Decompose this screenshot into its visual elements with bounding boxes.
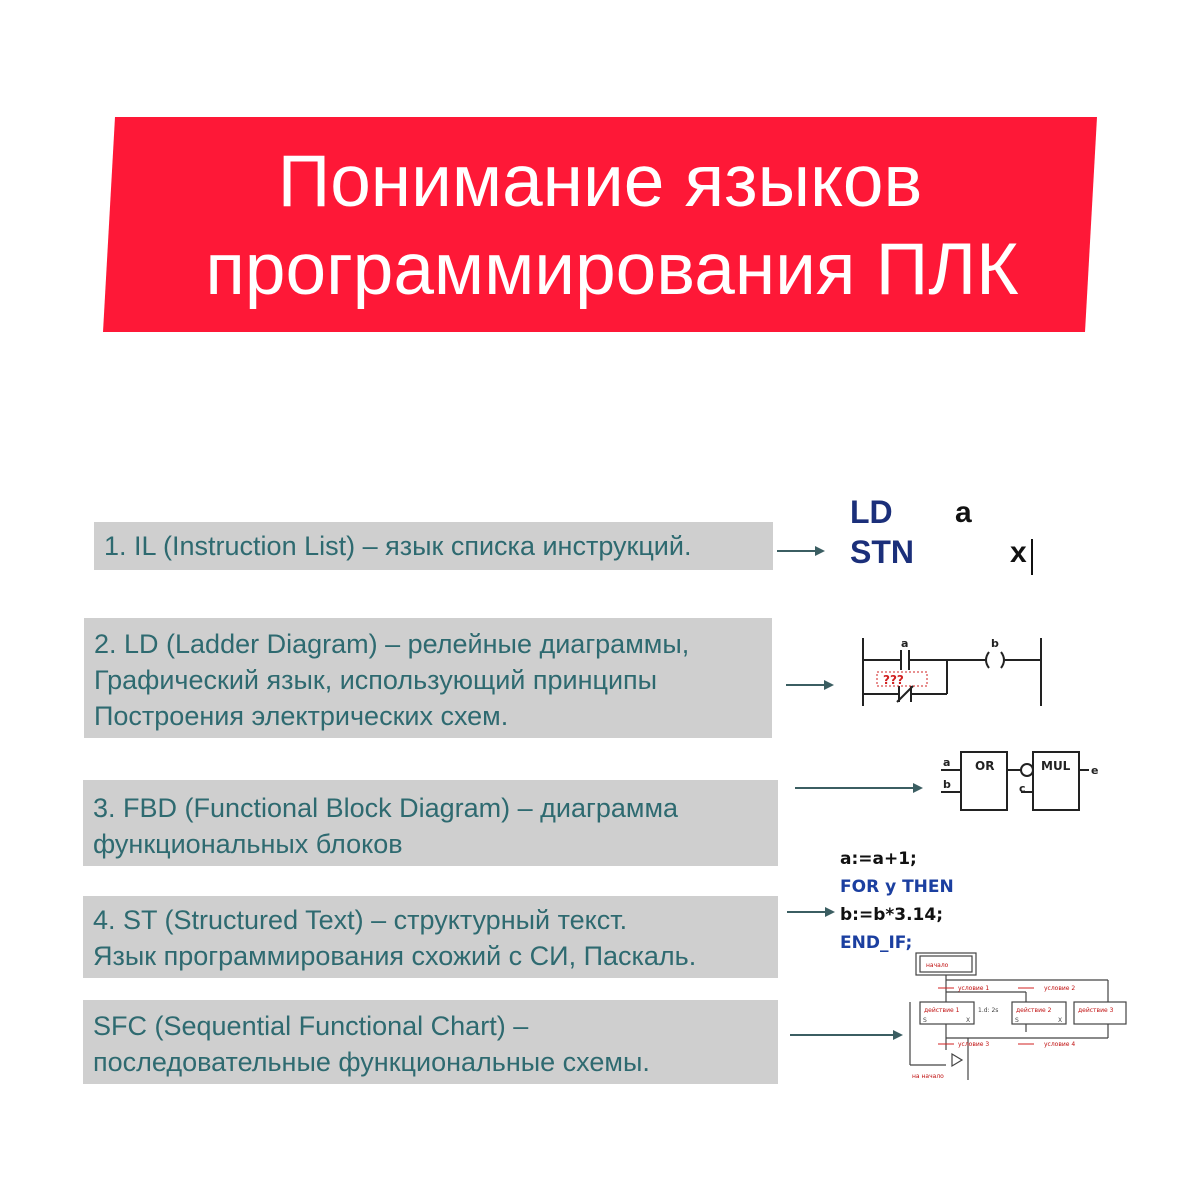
ladder-diagram bbox=[855, 632, 1055, 712]
fbd-diagram bbox=[935, 748, 1105, 818]
sfc-diagram bbox=[908, 950, 1138, 1080]
sfc-flag-x: X bbox=[966, 1017, 971, 1024]
sfc-cond-2: условие 2 bbox=[1044, 985, 1076, 992]
st-code-example bbox=[840, 845, 954, 957]
language-row-il bbox=[94, 522, 773, 570]
language-row-sfc bbox=[83, 1000, 778, 1084]
sfc-start-label: начало bbox=[926, 962, 949, 969]
fbd-input-a: a bbox=[943, 756, 951, 769]
arrow-icon bbox=[795, 780, 925, 796]
st-line-2: FOR y THEN bbox=[840, 877, 954, 897]
ld-coil-b-label: b bbox=[991, 637, 999, 650]
row-text: 1. IL (Instruction List) – язык списка инструкций. bbox=[104, 531, 692, 561]
fbd-output-e: e bbox=[1091, 764, 1099, 777]
sfc-end-label: на начало bbox=[912, 1073, 944, 1080]
fbd-input-c: c bbox=[1019, 782, 1026, 795]
language-row-fbd bbox=[83, 780, 778, 866]
st-line-1: a:=a+1; bbox=[840, 849, 917, 869]
st-line-4: END_IF; bbox=[840, 933, 913, 953]
row-text: Построения электрических схем. bbox=[94, 701, 509, 731]
sfc-cond-1: условие 1 bbox=[958, 985, 990, 992]
il-op-2: STN bbox=[850, 534, 914, 570]
row-text: 3. FBD (Functional Block Diagram) – диаграмма bbox=[93, 793, 679, 823]
st-line-3: b:=b*3.14; bbox=[840, 905, 944, 925]
sfc-act-1: действие 1 bbox=[924, 1007, 960, 1014]
sfc-act-2: действие 2 bbox=[1016, 1007, 1052, 1014]
il-example bbox=[850, 494, 1040, 584]
row-text: 2. LD (Ladder Diagram) – релейные диаграммы, bbox=[94, 629, 690, 659]
row-text: последовательные функциональные схемы. bbox=[93, 1047, 650, 1077]
row-text: Графический язык, использующий принципы bbox=[94, 665, 658, 695]
il-arg-2: x bbox=[1010, 536, 1027, 569]
title-line-1: Понимание языков bbox=[277, 141, 923, 222]
sfc-cond-3: условие 3 bbox=[958, 1041, 990, 1048]
il-op-1: LD bbox=[850, 494, 893, 530]
sfc-flag-x: X bbox=[1058, 1017, 1063, 1024]
row-text: Язык программирования схожий с СИ, Паскаль. bbox=[93, 941, 697, 971]
row-text: SFC (Sequential Functional Chart) – bbox=[93, 1011, 529, 1041]
fbd-block-or: OR bbox=[975, 759, 995, 773]
fbd-block-mul: MUL bbox=[1041, 759, 1071, 773]
sfc-act-note: 1.d: 2s bbox=[978, 1007, 999, 1014]
page-title bbox=[103, 138, 1097, 314]
title-line-2: программирования ПЛК bbox=[205, 229, 1019, 310]
arrow-icon bbox=[787, 904, 837, 920]
sfc-flag-s: S bbox=[1015, 1017, 1019, 1024]
language-row-ld bbox=[84, 618, 772, 738]
arrow-icon bbox=[786, 677, 836, 693]
arrow-icon bbox=[777, 543, 827, 559]
language-row-st bbox=[83, 896, 778, 978]
sfc-cond-4: условие 4 bbox=[1044, 1041, 1076, 1048]
arrow-icon bbox=[790, 1027, 905, 1043]
il-arg-1: a bbox=[955, 496, 972, 529]
sfc-act-3: действие 3 bbox=[1078, 1007, 1114, 1014]
fbd-input-b: b bbox=[943, 778, 951, 791]
row-text: функциональных блоков bbox=[93, 829, 403, 859]
row-text: 4. ST (Structured Text) – структурный текст. bbox=[93, 905, 628, 935]
sfc-flag-s: S bbox=[923, 1017, 927, 1024]
ld-unknown-label: ??? bbox=[883, 673, 904, 687]
ld-contact-a-label: a bbox=[901, 637, 909, 650]
text-cursor-icon bbox=[1030, 539, 1034, 575]
